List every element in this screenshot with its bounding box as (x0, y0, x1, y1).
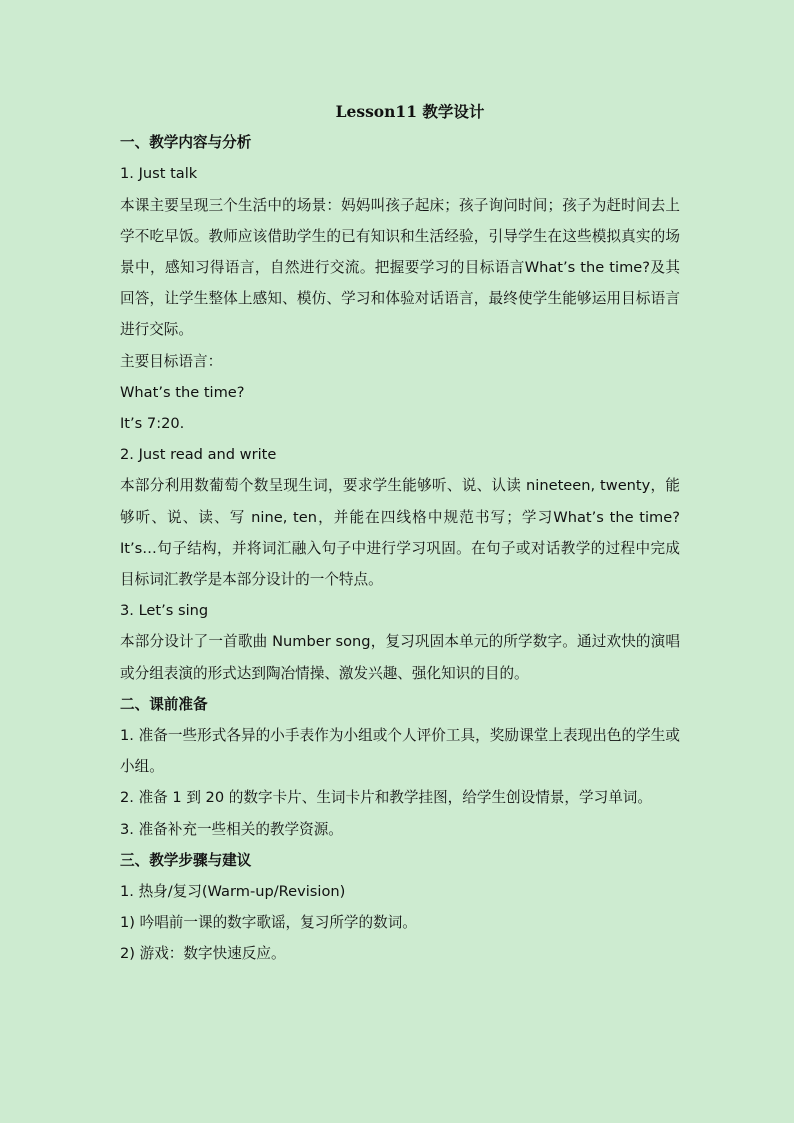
part-label-read-write: 2. Just read and write (120, 446, 277, 464)
preparation-item-3: 3. 准备补充一些相关的教学资源。 (120, 820, 343, 838)
paragraph-lets-sing: 本部分设计了一首歌曲 Number song，复习巩固本单元的所学数字。通过欢快的演唱或分组表演的形式达到陶冶情操、激发兴趣、强化知识的目的。 (120, 633, 680, 682)
part-label-lets-sing: 3. Let’s sing (120, 602, 209, 620)
preparation-item-1: 1. 准备一些形式各异的小手表作为小组或个人评价工具，奖励课堂上表现出色的学生或小组。 (120, 727, 680, 776)
step-warmup-sub-2: 2) 游戏：数字快速反应。 (120, 945, 286, 963)
section-heading-preparation: 二、课前准备 (120, 695, 208, 713)
document-body (120, 96, 680, 970)
paragraph-read-write: 本部分利用数葡萄个数呈现生词，要求学生能够听、说、认读 nineteen, twenty，能够听、说、读、写 nine, ten，并能在四线格中规范书写；学习What’s the time? It’s…句子结构，并将词汇融入句子中进行学习巩固。在句子或对话教学的过程中完成目标词汇教学是本部分设计的一个特点。 (120, 477, 680, 589)
target-language-label: 主要目标语言： (120, 352, 223, 370)
target-question: What’s the time? (120, 383, 245, 401)
step-warmup: 1. 热身/复习(Warm-up/Revision) (120, 883, 346, 901)
section-heading-steps: 三、教学步骤与建议 (120, 851, 252, 869)
step-warmup-sub-1: 1) 吟唱前一课的数字歌谣，复习所学的数词。 (120, 914, 417, 932)
section-heading-content-analysis: 一、教学内容与分析 (120, 134, 252, 152)
document-title: Lesson11 教学设计 (335, 102, 485, 121)
target-answer: It’s 7:20. (120, 415, 185, 433)
preparation-item-2: 2. 准备 1 到 20 的数字卡片、生词卡片和教学挂图，给学生创设情景，学习单词。 (120, 789, 652, 807)
paragraph-just-talk: 本课主要呈现三个生活中的场景：妈妈叫孩子起床；孩子询问时间；孩子为赶时间去上学不吃早饭。教师应该借助学生的已有知识和生活经验，引导学生在这些模拟真实的场景中，感知习得语言，自然进行交流。把握要学习的目标语言What’s the time?及其回答，让学生整体上感知、模仿、学习和体验对话语言，最终使学生能够运用目标语言进行交际。 (120, 196, 680, 339)
part-label-just-talk: 1. Just talk (120, 165, 198, 183)
